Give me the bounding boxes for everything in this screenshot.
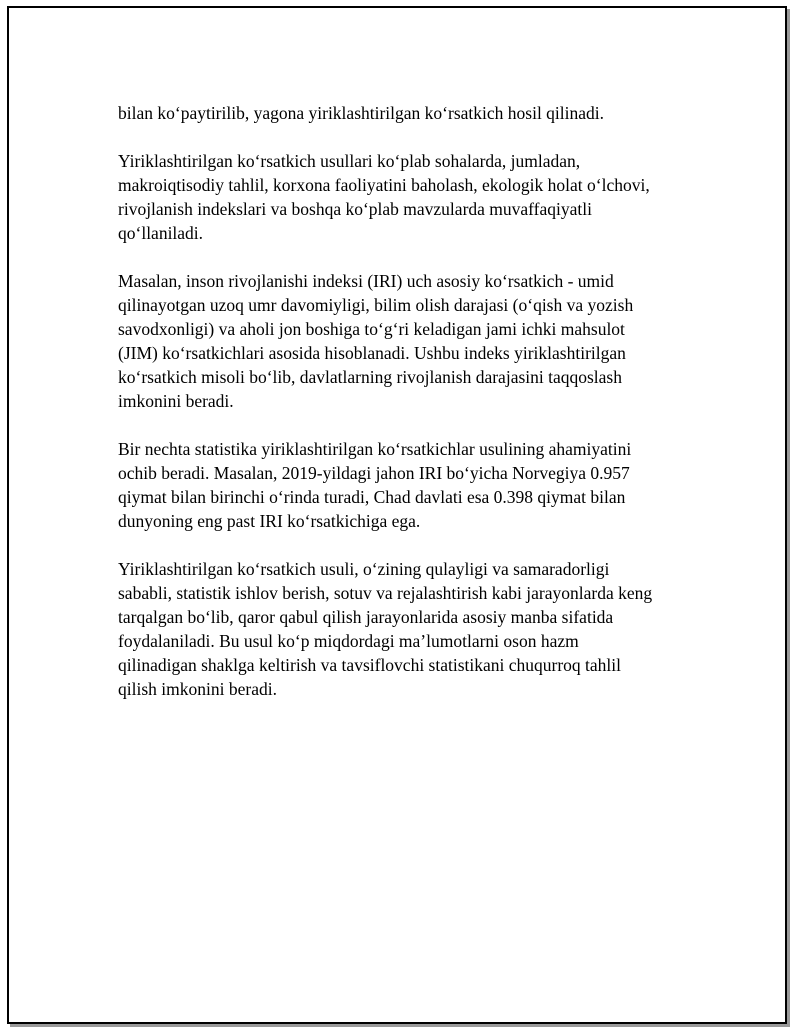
text-line: qilinadigan shaklga keltirish va tavsiflovchi statistikani chuqurroq tahlil	[118, 655, 622, 675]
text-line: dunyoning eng past IRI ko‘rsatkichiga ega.	[118, 511, 421, 531]
text-line: imkonini beradi.	[118, 391, 234, 411]
text-line: qilish imkonini beradi.	[118, 679, 277, 699]
paragraph-1	[118, 101, 698, 125]
paragraph-5	[118, 557, 698, 701]
text-line: qilinayotgan uzoq umr davomiyligi, bilim olish darajasi (o‘qish va yozish	[118, 295, 634, 315]
text-line: tarqalgan bo‘lib, qaror qabul qilish jarayonlarida asosiy manba sifatida	[118, 607, 614, 627]
text-line: bilan ko‘paytirilib, yagona yiriklashtirilgan ko‘rsatkich hosil qilinadi.	[118, 103, 605, 123]
text-line: qo‘llaniladi.	[118, 223, 204, 243]
text-line: (JIM) ko‘rsatkichlari asosida hisoblanadi. Ushbu indeks yiriklashtirilgan	[118, 343, 626, 363]
text-line: Masalan, inson rivojlanishi indeksi (IRI) uch asosiy ko‘rsatkich - umid	[118, 271, 614, 291]
paragraph-4	[118, 437, 698, 533]
text-line: sababli, statistik ishlov berish, sotuv va rejalashtirish kabi jarayonlarda keng	[118, 583, 653, 603]
text-line: ko‘rsatkich misoli bo‘lib, davlatlarning rivojlanish darajasini taqqoslash	[118, 367, 622, 387]
text-line: foydalaniladi. Bu usul ko‘p miqdordagi ma’lumotlarni oson hazm	[118, 631, 579, 651]
document-page	[7, 6, 787, 1024]
text-line: ochib beradi. Masalan, 2019-yildagi jahon IRI bo‘yicha Norvegiya 0.957	[118, 463, 630, 483]
paragraph-3	[118, 269, 698, 413]
text-line: qiymat bilan birinchi o‘rinda turadi, Chad davlati esa 0.398 qiymat bilan	[118, 487, 626, 507]
text-line: rivojlanish indekslari va boshqa ko‘plab mavzularda muvaffaqiyatli	[118, 199, 592, 219]
document-body	[118, 101, 698, 725]
text-line: makroiqtisodiy tahlil, korxona faoliyatini baholash, ekologik holat o‘lchovi,	[118, 175, 650, 195]
text-line: Yiriklashtirilgan ko‘rsatkich usuli, o‘zining qulayligi va samaradorligi	[118, 559, 610, 579]
paragraph-2	[118, 149, 698, 245]
text-line: savodxonligi) va aholi jon boshiga to‘g‘ri keladigan jami ichki mahsulot	[118, 319, 625, 339]
text-line: Bir nechta statistika yiriklashtirilgan ko‘rsatkichlar usulining ahamiyatini	[118, 439, 632, 459]
text-line: Yiriklashtirilgan ko‘rsatkich usullari ko‘plab sohalarda, jumladan,	[118, 151, 581, 171]
